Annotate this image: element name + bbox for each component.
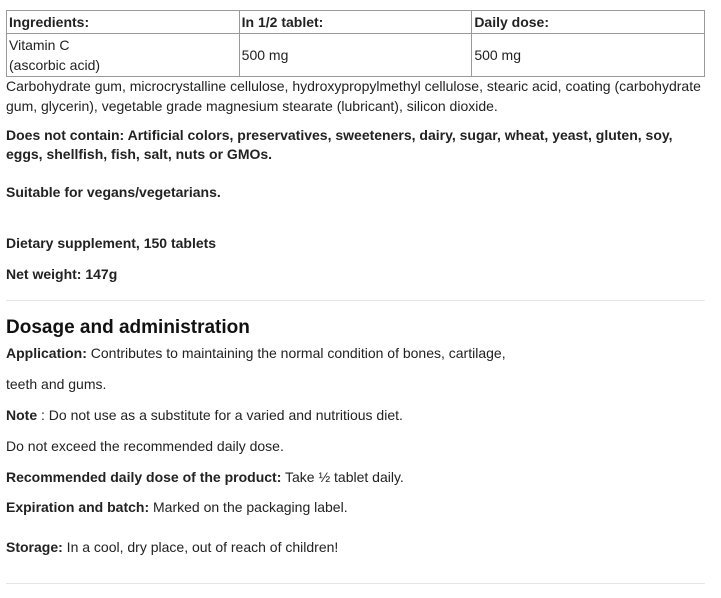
net-weight: Net weight: 147g [6, 266, 118, 282]
dosage-heading: Dosage and administration [6, 317, 250, 338]
header-half-tablet: In 1/2 tablet: [239, 11, 472, 34]
recommended-dose-label: Recommended daily dose of the product: [6, 469, 282, 485]
table-header-row [7, 11, 705, 34]
dietary-supplement: Dietary supplement, 150 tablets [6, 235, 217, 251]
note-text: : Do not use as a substitute for a varied and nutritious diet. [37, 407, 403, 423]
ingredient-name: Vitamin C [9, 37, 70, 53]
application-text: Contributes to maintaining the normal condition of bones, cartilage, [86, 345, 506, 361]
note-label: Note [6, 407, 38, 423]
section-divider [6, 300, 705, 301]
does-not-contain: Does not contain: Artificial colors, preservatives, sweeteners, dairy, sugar, wheat, yeast, gluten, soy, eggs, shellfish, fish, salt, nuts or GMOs. [6, 127, 673, 162]
application-label: Application: [6, 345, 87, 361]
header-daily-dose: Daily dose: [472, 11, 705, 34]
note-line [6, 405, 706, 425]
recommended-dose-text: Take ½ tablet daily. [281, 469, 404, 485]
expiration-line [6, 497, 706, 517]
table-row [7, 34, 705, 77]
application-continued: teeth and gums. [6, 376, 107, 392]
ingredients-table [6, 10, 705, 77]
ingredient-name-cell [7, 34, 240, 77]
expiration-label: Expiration and batch: [6, 499, 150, 515]
do-not-exceed: Do not exceed the recommended daily dose. [6, 438, 284, 454]
half-tablet-amount: 500 mg [239, 34, 472, 77]
expiration-text: Marked on the packaging label. [149, 499, 348, 515]
other-ingredients: Carbohydrate gum, microcrystalline cellulose, hydroxypropylmethyl cellulose, stearic acid, coating (carbohydrate gum, glycerin), vegetable grade magnesium stearate (lubricant), silicon dioxide. [6, 78, 701, 114]
storage-label: Storage: [6, 539, 63, 555]
ingredient-name-detail: (ascorbic acid) [9, 57, 101, 73]
section-divider-bottom [6, 583, 705, 584]
recommended-dose-line [6, 467, 706, 487]
storage-line [6, 537, 706, 557]
product-info [6, 10, 706, 584]
suitable-for: Suitable for vegans/vegetarians. [6, 184, 221, 200]
header-ingredients: Ingredients: [7, 11, 240, 34]
application-line [6, 343, 706, 363]
storage-text: In a cool, dry place, out of reach of children! [62, 539, 339, 555]
daily-dose-amount: 500 mg [472, 34, 705, 77]
